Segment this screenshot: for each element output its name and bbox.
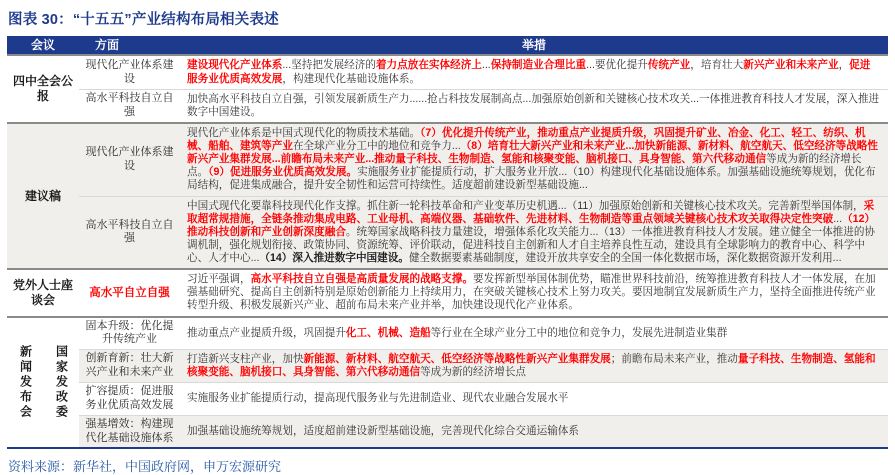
- meeting-label: 新闻发布会: [7, 317, 43, 449]
- meeting-label: 四中全会公报: [7, 55, 79, 123]
- meeting-label: 国家发改委: [43, 317, 79, 449]
- text-segment: ...要优化提升: [586, 59, 648, 72]
- table-row: [7, 317, 888, 350]
- aspect-label: 现代化产业体系建设: [79, 123, 180, 196]
- text-segment: ...: [833, 212, 843, 225]
- table-row: [7, 89, 888, 123]
- text-segment: 习近平强调，: [187, 273, 251, 286]
- aspect-label: 高水平科技自立自强: [79, 196, 180, 269]
- text-segment: ；前瞻布局未来产业，推动: [610, 353, 738, 366]
- section-proposal-draft: [7, 123, 888, 269]
- measures-text: [180, 196, 888, 269]
- measures-text: [180, 89, 888, 123]
- measures-text: [180, 317, 888, 350]
- aspect-label: 强基增效：构建现代化基础设施体系: [79, 415, 180, 448]
- measures-text: [180, 55, 888, 89]
- highlighted-text-segment: （9）促进服务业优质高效发展。: [208, 166, 358, 179]
- page-title: 图表 30：“十五五”产业结构布局相关表述: [8, 12, 279, 28]
- meeting-label: 建议稿: [7, 123, 79, 269]
- highlighted-text-segment: 促进服务业优质高效发展: [187, 59, 871, 85]
- text-segment: 在全球产业分工中的地位和竞争力...: [292, 140, 461, 153]
- aspect-label: 现代化产业体系建设: [79, 55, 180, 89]
- text-segment: 等成为新的经济增长点。: [187, 153, 862, 179]
- aspect-label: 高水平科技自立自强: [79, 89, 180, 123]
- text-segment: 等成为新的经济增长点: [420, 366, 527, 379]
- text-segment: ...坚持把发展经济的: [282, 59, 376, 72]
- section-press-conference-ndrc: [7, 317, 888, 449]
- table-row: [7, 350, 888, 383]
- highlighted-text-segment: 传统产业: [647, 59, 691, 72]
- highlighted-text-segment: 新能源、新材料、航空航天、低空经济等战略性新兴产业集群发展: [303, 353, 611, 366]
- highlighted-text-segment: 采取超常规措施，全链条推动集成电路、工业母机、高端仪器、基础软件、先进材料、生物制造等重点领域关键核心技术攻关取得决定性突破: [187, 199, 875, 225]
- text-segment: 实施服务业扩能提质行动，提高现代服务业与先进制造业、现代农业融合发展水平: [187, 392, 569, 405]
- aspect-label: 扩容提质：促进服务业优质高效发展: [79, 383, 180, 416]
- text-segment: 打造新兴支柱产业，加快: [187, 353, 304, 366]
- highlighted-text-segment: 化工、机械、造船: [345, 326, 431, 339]
- text-segment: 加强基础设施统筹规划，适度超前建设新型基础设施，完善现代化综合交通运输体系: [187, 424, 579, 437]
- measures-text: [180, 383, 888, 416]
- text-segment: 加快高水平科技自立自强，引领发展新质生产力......抢占科技发展制高点...加强原始创新和关键核心技术攻关...一体推进教育科技人才发展，深入推进数字中国建设。: [187, 92, 880, 118]
- text-segment: 实施服务业扩能提质行动，扩大服务业开放...（10）构建现代化基础设施体系。加强基础设施统筹规划，优化布局结构，促进集成融合，提升安全韧性和运营可持续性。适度超前建设新型基础设施...: [187, 166, 876, 192]
- text-segment: 推动重点产业提质升级，巩固提升: [187, 326, 346, 339]
- text-segment: 等行业在全球产业分工中的地位和竞争力，发展先进制造业集群: [430, 326, 728, 339]
- highlighted-text-segment: 高水平科技自立自强是高质量发展的战略支撑。: [250, 273, 474, 286]
- measures-text: [180, 350, 888, 383]
- table-row: [7, 55, 888, 89]
- aspect-label: 高水平自立自强: [79, 269, 180, 316]
- header-cell-aspect: 方面: [79, 36, 180, 55]
- table-row: [7, 123, 888, 196]
- source-note: 资料来源：新华社，中国政府网，申万宏源研究: [8, 459, 282, 475]
- text-segment: ...: [481, 59, 491, 72]
- highlighted-text-segment: 着力点放在实体经济上: [375, 59, 482, 72]
- text-segment: （14）深入推进数字中国建设。: [259, 252, 409, 265]
- table-row: [7, 269, 888, 316]
- data-table: [7, 36, 888, 449]
- highlighted-text-segment: 新兴产业和未来产业: [743, 59, 839, 72]
- highlighted-text-segment: （8）培育壮大新兴产业和未来产业...加快新能源、新材料、航空航天、低空经济等战略性新兴产业集群发展...前瞻布局未来产业...推动量子科技、生物制造、氢能和核聚变能、脑机接口、具身智能、第六代移动通信: [187, 140, 878, 166]
- measures-text: [180, 415, 888, 448]
- highlighted-text-segment: 保持制造业合理比重: [490, 59, 587, 72]
- measures-text: [180, 123, 888, 196]
- text-segment: 现代化产业体系是中国式现代化的物质技术基础。: [187, 126, 421, 139]
- meeting-label: 党外人士座谈会: [7, 269, 79, 316]
- text-segment: ，构建现代化基础设施体系。: [282, 72, 421, 85]
- section-plenum-communique: [7, 55, 888, 123]
- text-segment: 要发挥新型举国体制优势，瞄准世界科技前沿，统筹推进教育科技人才一体发展，在加强基础研究、提高自主创新特别是原始创新能力上持续用力，在突破关键核心技术上努力攻关。要因地制宜发展新质生产力，坚持全面推进传统产业转型升级、积极发展新兴产业、超前布局未来产业并举，加快建设现代化产业体系。: [187, 273, 876, 312]
- header-cell-measures: 举措: [180, 36, 888, 55]
- section-non-party-symposium: [7, 269, 888, 316]
- aspect-label: 创新育新：壮大新兴产业和未来产业: [79, 350, 180, 383]
- header-cell-meeting: 会议: [7, 36, 79, 55]
- text-segment: 中国式现代化要靠科技现代化作支撑。抓住新一轮科技革命和产业变革历史机遇...（11）加强原始创新和关键核心技术攻关。完善新型举国体制，: [187, 199, 864, 212]
- highlighted-text-segment: 量子科技、生物制造、氢能和核聚变能、脑机接口、具身智能、第六代移动通信: [187, 353, 876, 379]
- table-row: [7, 196, 888, 269]
- table-header-row: [7, 36, 888, 55]
- text-segment: ，: [838, 59, 850, 72]
- table-row: [7, 415, 888, 448]
- table-row: [7, 383, 888, 416]
- text-segment: 健全数据要素基础制度，建设开放共享安全的全国一体化数据市场，深化数据资源开发利用...: [408, 252, 842, 265]
- highlighted-text-segment: （7）优化提升传统产业，推动重点产业提质升级，巩固提升矿业、冶金、化工、轻工、纺织、机械、船舶、建筑等产业: [187, 126, 866, 153]
- highlighted-text-segment: 建设现代化产业体系: [187, 59, 283, 72]
- measures-text: [180, 269, 888, 316]
- highlighted-text-segment: （12）推动科技创新和产业创新深度融合: [187, 212, 876, 238]
- text-segment: 。统筹国家战略科技力量建设，增强体系化攻关能力...（13）一体推进教育科技人才发展。建立健全一体推进的协调机制，强化规划衔接、政策协同、资源统筹、评价联动，促进科技自主创新和人才自主培养良性互动，建设具有全球影响力的教育中心、科学中心、人才中心...: [187, 225, 876, 265]
- text-segment: ，培育壮大: [690, 59, 744, 72]
- aspect-label: 固本升级：优化提升传统产业: [79, 317, 180, 350]
